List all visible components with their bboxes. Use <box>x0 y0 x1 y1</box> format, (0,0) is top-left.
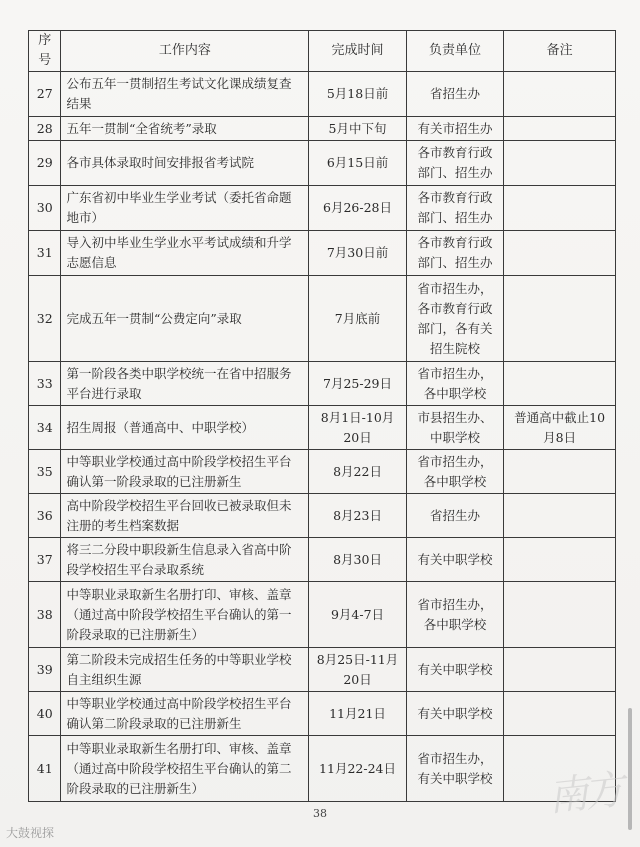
row-time: 8月30日 <box>309 538 406 582</box>
row-unit: 各市教育行政部门、招生办 <box>406 141 503 186</box>
row-unit: 有关市招生办 <box>406 117 503 141</box>
row-note <box>504 648 616 692</box>
row-time: 6月15日前 <box>309 141 406 186</box>
table-row <box>29 117 616 141</box>
row-note: 普通高中截止10月8日 <box>504 406 616 450</box>
row-unit: 有关中职学校 <box>406 538 503 582</box>
table-row <box>29 362 616 406</box>
header-time: 完成时间 <box>309 31 406 72</box>
row-unit: 省市招生办，各中职学校 <box>406 362 503 406</box>
row-unit: 市县招生办、中职学校 <box>406 406 503 450</box>
row-content: 第一阶段各类中职学校统一在省中招服务平台进行录取 <box>61 362 309 406</box>
table-row <box>29 538 616 582</box>
row-num: 33 <box>29 362 61 406</box>
row-note <box>504 72 616 117</box>
table-row <box>29 494 616 538</box>
row-time: 11月22-24日 <box>309 736 406 802</box>
header-unit: 负责单位 <box>406 31 503 72</box>
scrollbar[interactable] <box>628 708 632 830</box>
row-note <box>504 231 616 276</box>
row-note <box>504 186 616 231</box>
row-note <box>504 276 616 362</box>
row-content: 中等职业录取新生名册打印、审核、盖章（通过高中阶段学校招生平台确认的第二阶段录取的已注册新生） <box>61 736 309 802</box>
table-row <box>29 186 616 231</box>
row-unit: 省市招生办，各市教育行政部门，各有关招生院校 <box>406 276 503 362</box>
row-unit: 省市招生办，各中职学校 <box>406 582 503 648</box>
row-num: 32 <box>29 276 61 362</box>
header-note: 备注 <box>504 31 616 72</box>
schedule-table <box>28 30 616 802</box>
row-content: 中等职业录取新生名册打印、审核、盖章（通过高中阶段学校招生平台确认的第一阶段录取的已注册新生） <box>61 582 309 648</box>
table-row <box>29 141 616 186</box>
row-note <box>504 538 616 582</box>
row-num: 34 <box>29 406 61 450</box>
row-num: 27 <box>29 72 61 117</box>
header-num: 序号 <box>29 31 61 72</box>
row-note <box>504 117 616 141</box>
table-row <box>29 582 616 648</box>
row-note <box>504 450 616 494</box>
row-time: 6月26-28日 <box>309 186 406 231</box>
row-time: 7月30日前 <box>309 231 406 276</box>
row-unit: 有关中职学校 <box>406 648 503 692</box>
page-number: 38 <box>313 807 327 820</box>
row-content: 将三二分段中职段新生信息录入省高中阶段学校招生平台录取系统 <box>61 538 309 582</box>
row-content: 第二阶段未完成招生任务的中等职业学校自主组织生源 <box>61 648 309 692</box>
row-num: 31 <box>29 231 61 276</box>
row-content: 中等职业学校通过高中阶段学校招生平台确认第二阶段录取的已注册新生 <box>61 692 309 736</box>
row-unit: 各市教育行政部门、招生办 <box>406 186 503 231</box>
row-num: 39 <box>29 648 61 692</box>
row-unit: 省市招生办，有关中职学校 <box>406 736 503 802</box>
table-row <box>29 276 616 362</box>
row-num: 28 <box>29 117 61 141</box>
row-note <box>504 141 616 186</box>
row-content: 广东省初中毕业生学业考试（委托省命题地市） <box>61 186 309 231</box>
row-num: 41 <box>29 736 61 802</box>
row-time: 7月25-29日 <box>309 362 406 406</box>
table-row <box>29 72 616 117</box>
row-unit: 省招生办 <box>406 494 503 538</box>
row-time: 9月4-7日 <box>309 582 406 648</box>
row-unit: 有关中职学校 <box>406 692 503 736</box>
row-time: 5月18日前 <box>309 72 406 117</box>
row-note <box>504 692 616 736</box>
table-row <box>29 450 616 494</box>
row-unit: 省招生办 <box>406 72 503 117</box>
row-num: 29 <box>29 141 61 186</box>
row-time: 8月22日 <box>309 450 406 494</box>
row-content: 中等职业学校通过高中阶段学校招生平台确认第一阶段录取的已注册新生 <box>61 450 309 494</box>
row-note <box>504 362 616 406</box>
row-num: 37 <box>29 538 61 582</box>
row-num: 36 <box>29 494 61 538</box>
table-row <box>29 648 616 692</box>
table-row <box>29 736 616 802</box>
row-num: 38 <box>29 582 61 648</box>
row-time: 7月底前 <box>309 276 406 362</box>
table-header-row <box>29 31 616 72</box>
row-num: 40 <box>29 692 61 736</box>
watermark-logo: 南方 <box>546 767 623 821</box>
table-row <box>29 231 616 276</box>
row-unit: 省市招生办，各中职学校 <box>406 450 503 494</box>
row-content: 完成五年一贯制“公费定向”录取 <box>61 276 309 362</box>
row-time: 8月25日-11月20日 <box>309 648 406 692</box>
watermark-text: 大鼓视探 <box>6 826 55 840</box>
row-num: 30 <box>29 186 61 231</box>
row-time: 11月21日 <box>309 692 406 736</box>
row-content: 各市具体录取时间安排报省考试院 <box>61 141 309 186</box>
row-content: 招生周报（普通高中、中职学校） <box>61 406 309 450</box>
table-row <box>29 692 616 736</box>
row-time: 8月1日-10月20日 <box>309 406 406 450</box>
table-row <box>29 406 616 450</box>
row-content: 五年一贯制“全省统考”录取 <box>61 117 309 141</box>
row-note <box>504 494 616 538</box>
row-note <box>504 582 616 648</box>
row-content: 公布五年一贯制招生考试文化课成绩复查结果 <box>61 72 309 117</box>
row-time: 8月23日 <box>309 494 406 538</box>
row-time: 5月中下旬 <box>309 117 406 141</box>
header-content: 工作内容 <box>61 31 309 72</box>
row-content: 导入初中毕业生学业水平考试成绩和升学志愿信息 <box>61 231 309 276</box>
row-content: 高中阶段学校招生平台回收已被录取但未注册的考生档案数据 <box>61 494 309 538</box>
row-unit: 各市教育行政部门、招生办 <box>406 231 503 276</box>
row-num: 35 <box>29 450 61 494</box>
